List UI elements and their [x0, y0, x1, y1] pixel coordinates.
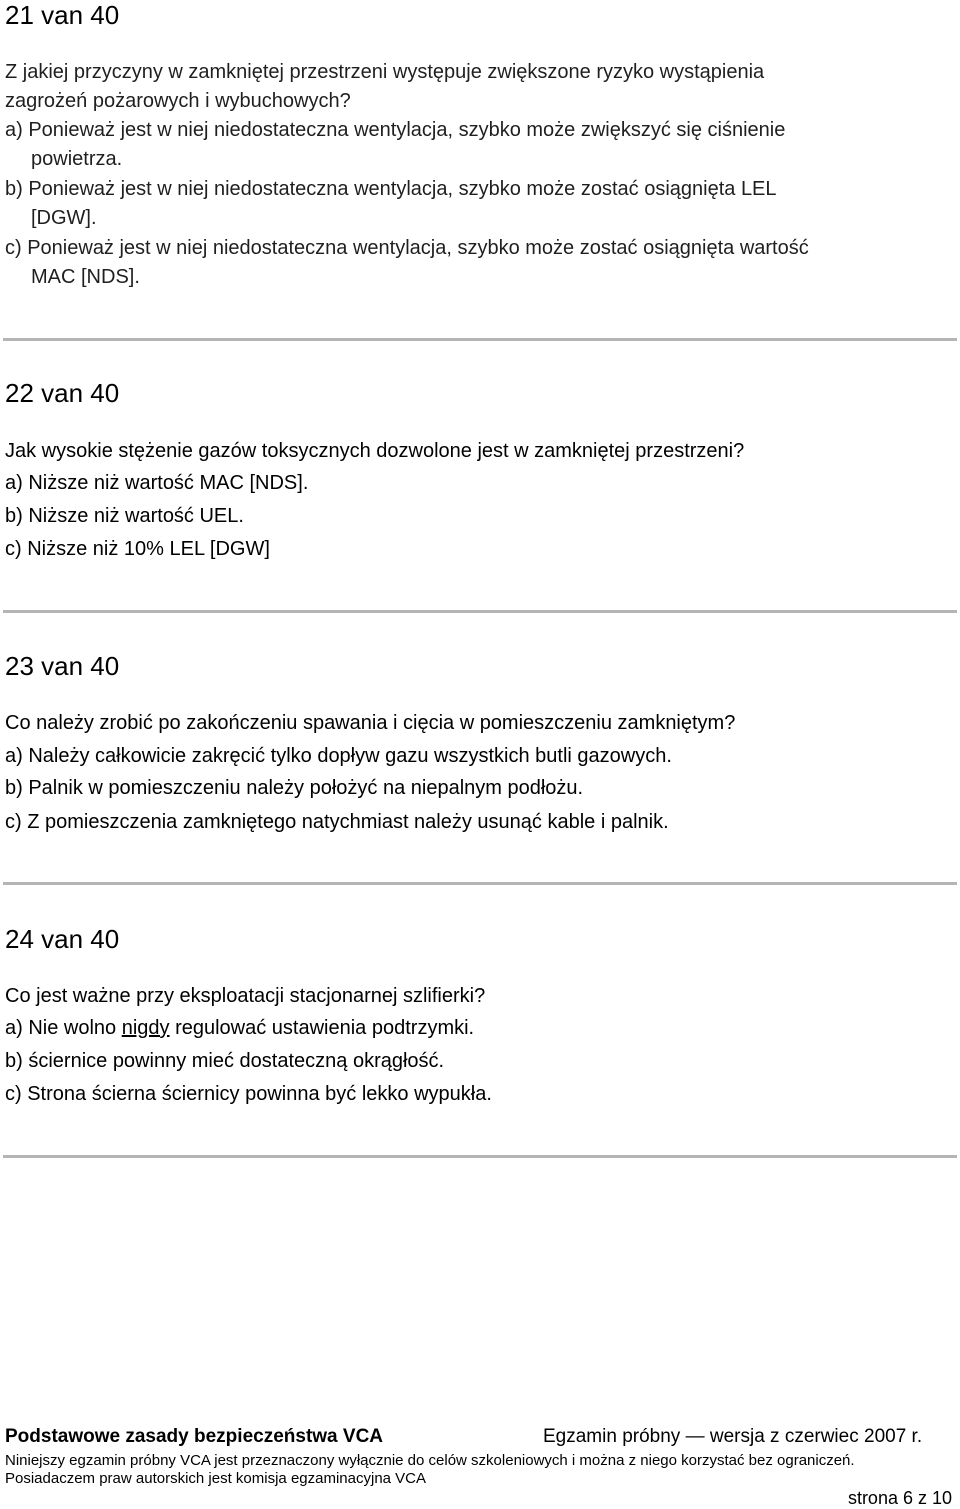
divider — [3, 610, 957, 613]
divider — [3, 882, 957, 885]
question-21-answer-c-line-2: MAC [NDS]. — [31, 266, 140, 288]
question-22-answer-c: c) Niższe niż 10% LEL [DGW] — [5, 538, 270, 560]
question-23-answer-c: c) Z pomieszczenia zamkniętego natychmiast należy usunąć kable i palnik. — [5, 811, 669, 833]
question-23-number: 23 van 40 — [5, 651, 120, 681]
footer-title: Podstawowe zasady bezpieczeństwa VCA — [5, 1426, 384, 1447]
answer-a-suffix: regulować ustawienia podtrzymki. — [169, 1017, 475, 1039]
divider — [3, 1155, 957, 1158]
question-23-text: Co należy zrobić po zakończeniu spawania i cięcia w pomieszczeniu zamkniętym? — [5, 712, 736, 734]
question-21-answer-b-line-1: b) Ponieważ jest w niej niedostateczna wentylacja, szybko może zostać osiągnięta LEL — [5, 178, 777, 200]
question-21-text-line-1: Z jakiej przyczyny w zamkniętej przestrzeni występuje zwiększone ryzyko wystąpienia — [5, 61, 765, 83]
question-21-text-line-2: zagrożeń pożarowych i wybuchowych? — [5, 90, 351, 112]
question-21-number: 21 van 40 — [5, 0, 120, 30]
footer-notice: Niniejszy egzamin próbny VCA jest przeznaczony wyłącznie do celów szkoleniowych i można z niego korzystać bez ograniczeń. — [5, 1452, 855, 1469]
question-23-answer-b: b) Palnik w pomieszczeniu należy położyć na niepalnym podłożu. — [5, 777, 584, 799]
answer-a-prefix: a) Nie wolno — [5, 1017, 122, 1039]
question-21-answer-a-line-2: powietrza. — [31, 148, 123, 170]
question-22-answer-b: b) Niższe niż wartość UEL. — [5, 505, 244, 527]
question-22-number: 22 van 40 — [5, 378, 120, 408]
answer-a-emphasis: nigdy — [121, 1017, 170, 1039]
question-22-answer-a: a) Niższe niż wartość MAC [NDS]. — [5, 472, 309, 494]
question-21-answer-a-line-1: a) Ponieważ jest w niej niedostateczna wentylacja, szybko może zwiększyć się ciśnienie — [5, 119, 786, 141]
footer-copyright: Posiadaczem praw autorskich jest komisja egzaminacyjna VCA — [5, 1470, 427, 1487]
question-24-answer-b: b) ściernice powinny mieć dostateczną okrągłość. — [5, 1050, 445, 1072]
footer-exam-version: Egzamin próbny — wersja z czerwiec 2007 r. — [543, 1426, 923, 1447]
question-23-answer-a: a) Należy całkowicie zakręcić tylko dopływ gazu wszystkich butli gazowych. — [5, 745, 672, 767]
question-21-answer-c-line-1: c) Ponieważ jest w niej niedostateczna wentylacja, szybko może zostać osiągnięta wartość — [5, 237, 809, 259]
question-24-text: Co jest ważne przy eksploatacji stacjonarnej szlifierki? — [5, 985, 486, 1007]
question-24-number: 24 van 40 — [5, 924, 120, 954]
question-24-answer-a — [5, 1012, 474, 1045]
question-24-answer-c: c) Strona ścierna ściernicy powinna być lekko wypukła. — [5, 1083, 492, 1105]
page-number: strona 6 z 10 — [847, 1488, 952, 1508]
divider — [3, 338, 957, 341]
question-22-text: Jak wysokie stężenie gazów toksycznych dozwolone jest w zamkniętej przestrzeni? — [5, 440, 745, 462]
question-21-answer-b-line-2: [DGW]. — [31, 207, 97, 229]
